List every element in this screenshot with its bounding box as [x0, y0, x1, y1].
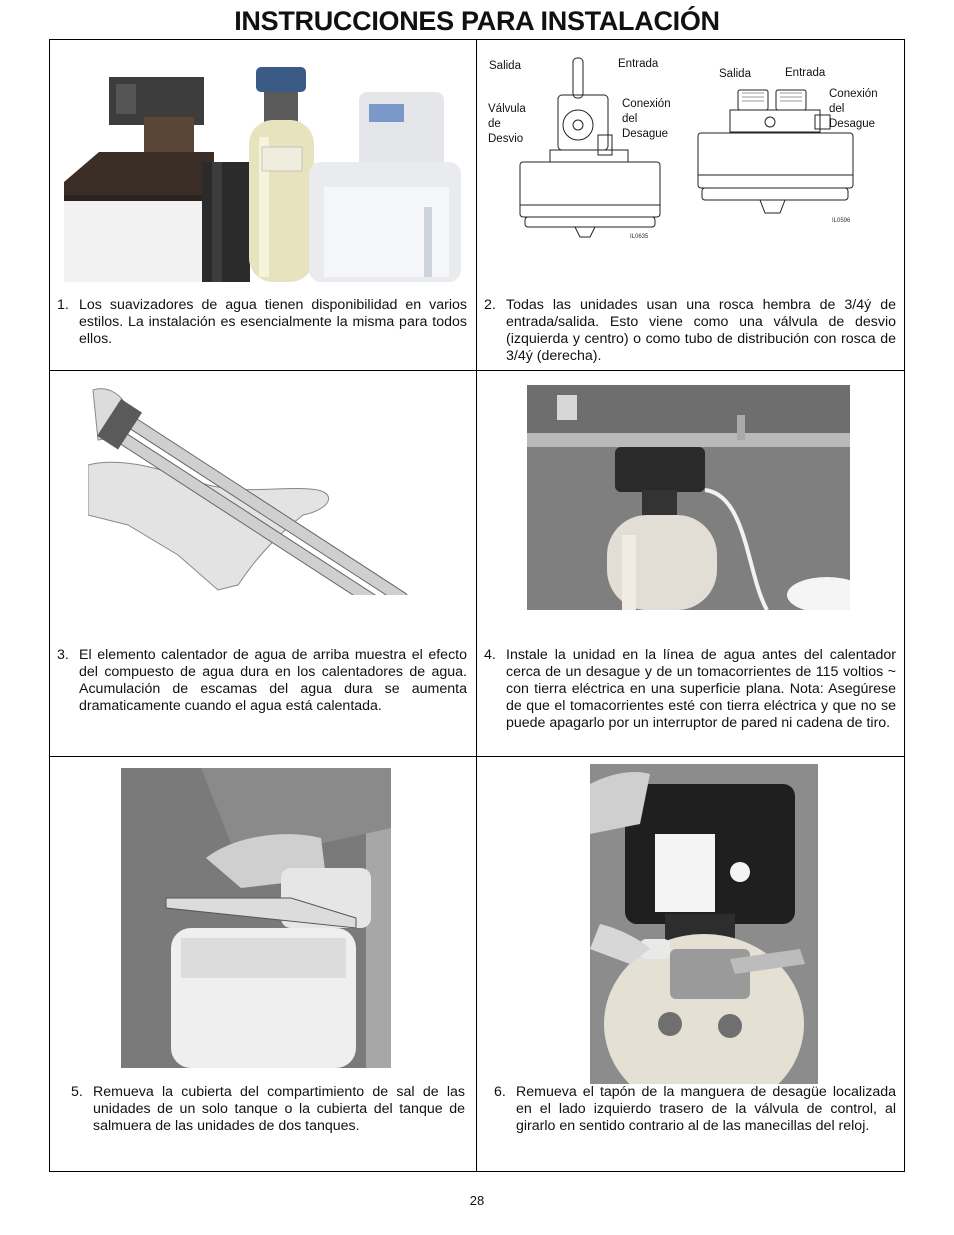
remove-cover-photo — [121, 768, 391, 1068]
label-line: Desvio — [488, 133, 524, 145]
label-salida-right: Salida — [719, 68, 751, 80]
step-number: 4. — [484, 647, 496, 663]
softeners-photo — [64, 62, 461, 282]
step-number: 3. — [57, 647, 69, 663]
step-2 — [484, 297, 896, 367]
step-text: Instale la unidad en la línea de agua antes del calentador cerca de un desague y de un tomacorrientes de 115 voltios ~ con tierra eléctrica en una superficie plana. Nota: Asegúrese de que el tomacorrientes esté con tierra eléctrica y que no se puede apagarlo por un interruptor de pared ni cadena de tiro. — [506, 647, 896, 731]
step-text: Los suavizadores de agua tienen disponibilidad en varios estilos. La instalación es esencialmente la misma para todos ellos. — [79, 297, 467, 347]
row-divider — [50, 370, 904, 371]
step-text: El elemento calentador de agua de arriba muestra el efecto del compuesto de agua dura en los calentadores de agua. Acumulación de escamas del agua dura se aumenta dramaticamente cuando el agua está calentada. — [79, 647, 467, 714]
label-line: Desague — [829, 118, 876, 130]
label-line: Conexión — [829, 88, 878, 100]
label-line: de — [488, 118, 501, 130]
step-number: 5. — [71, 1084, 83, 1100]
label-line: del — [622, 113, 638, 125]
label-conexion-right — [829, 87, 878, 132]
diagram-code-right: IL0596 — [832, 218, 851, 224]
label-line: Conexión — [622, 98, 671, 110]
step-text: Remueva la cubierta del compartimiento de sal de las unidades de un solo tanque o la cubierta del tanque de salmuera de las unidades de dos tanques. — [93, 1084, 465, 1134]
label-line: del — [829, 103, 845, 115]
label-line: Desague — [622, 128, 669, 140]
step-5 — [71, 1084, 465, 1136]
step-4 — [484, 647, 896, 751]
label-salida-left: Salida — [489, 60, 521, 72]
step-text: Remueva el tapón de la manguera de desagüe localizada en el lado izquierdo trasero de la válvula de control, al girarlo en sentido contrario al de las manecillas del reloj. — [516, 1084, 896, 1134]
step-text: Todas las unidades usan una rosca hembra de 3/4ý de entrada/salida. Esto viene como una válvula de desvio (izquierda y centro) o como tubo de distribución con rosca de 3/4ý (derecha). — [506, 297, 896, 364]
step-3 — [57, 647, 467, 717]
label-line: Válvula — [488, 103, 526, 115]
step-1 — [57, 297, 467, 349]
page-number: 28 — [469, 1193, 485, 1208]
label-valvula-desvio — [488, 102, 526, 147]
row-divider — [50, 756, 904, 757]
step-number: 2. — [484, 297, 496, 313]
drain-plug-photo — [590, 764, 818, 1084]
step-6 — [494, 1084, 896, 1136]
installation-photo — [527, 385, 850, 610]
page-title: INSTRUCCIONES PARA INSTALACIÓN — [234, 6, 720, 36]
label-entrada-right: Entrada — [785, 67, 826, 79]
step-number: 6. — [494, 1084, 506, 1100]
diagram-code-left: IL0635 — [630, 234, 649, 240]
column-divider — [476, 40, 477, 1171]
heating-element-photo — [88, 385, 418, 595]
step-number: 1. — [57, 297, 69, 313]
label-entrada-left: Entrada — [618, 58, 659, 70]
label-conexion-left — [622, 97, 671, 142]
